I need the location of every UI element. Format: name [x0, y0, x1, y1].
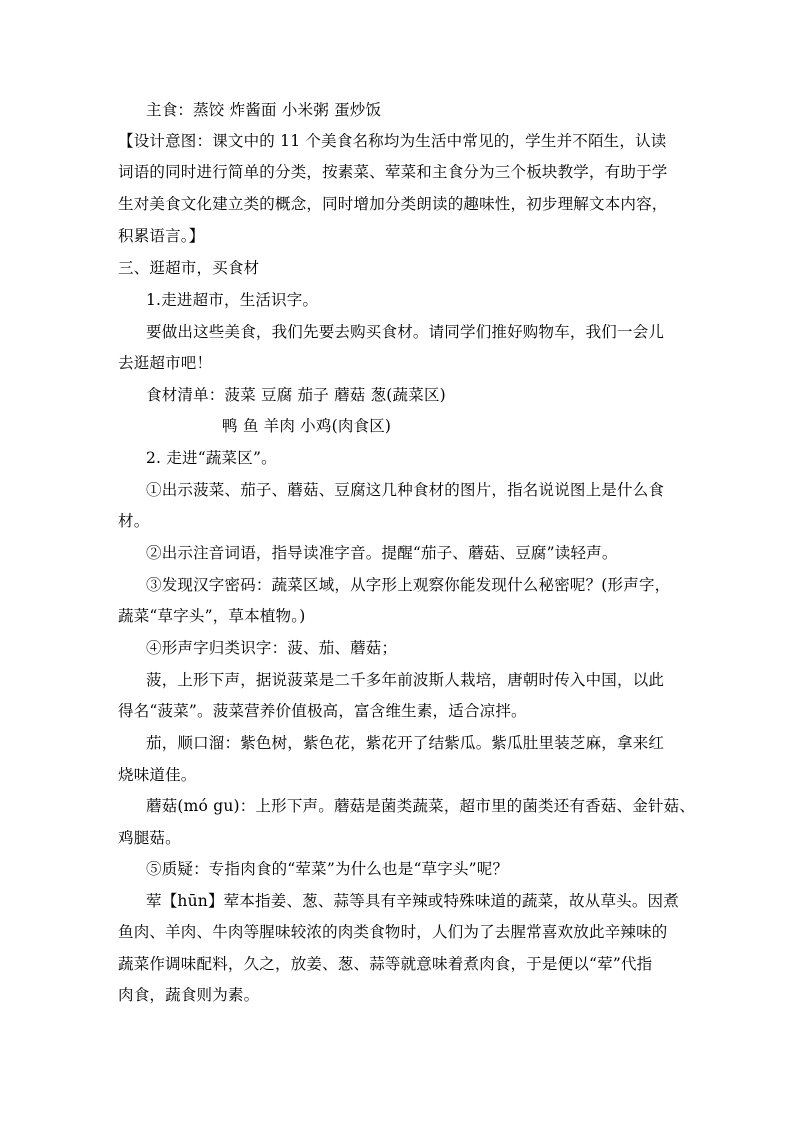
step-1-heading: 1.走进超市，生活识字。: [146, 291, 319, 309]
paragraph-line: 肉食，蔬食则为素。: [118, 986, 260, 1004]
paragraph-line: ④形声字归类识字：菠、茄、蘑菇；: [146, 639, 398, 657]
design-intent-line-2: 词语的同时进行简单的分类，按素菜、荤菜和主食分为三个板块教学，有助于学: [118, 163, 668, 181]
design-intent-line-4: 积累语言。】: [118, 227, 205, 245]
design-intent-line-1: 【设计意图：课文中的 11 个美食名称均为生活中常见的，学生并不陌生，认读: [118, 132, 667, 150]
paragraph-line: 材。: [118, 512, 150, 530]
paragraph-line: 蔬菜“草字头”，草本植物。): [118, 607, 306, 625]
paragraph-line: 荤【hūn】荤本指姜、葱、蒜等具有辛辣或特殊味道的蔬菜，故从草头。因煮: [146, 892, 679, 910]
paragraph-line: 蔬菜作调味配料，久之，放姜、葱、蒜等就意味着煮肉食，于是便以“荤”代指: [118, 955, 653, 973]
staple-food-line: 主食：蒸饺 炸酱面 小米粥 蛋炒饭: [146, 101, 382, 119]
paragraph-line: 菠，上形下声，据说菠菜是二千多年前波斯人栽培，唐朝时传入中国，以此: [146, 671, 665, 689]
paragraph-line: 去逛超市吧！: [118, 354, 213, 372]
paragraph-line: 要做出这些美食，我们先要去购买食材。请同学们推好购物车，我们一会儿: [146, 323, 665, 341]
ingredient-list-meat: 鸭 鱼 羊肉 小鸡(肉食区): [222, 417, 392, 435]
step-2-heading: 2. 走进“蔬菜区”。: [146, 449, 277, 467]
paragraph-line: ②出示注音词语，指导读准字音。提醒“茄子、蘑菇、豆腐”读轻声。: [146, 544, 618, 562]
design-intent-line-3: 生对美食文化建立类的概念，同时增加分类朗读的趣味性，初步理解文本内容，: [118, 195, 668, 213]
paragraph-line: ③发现汉字密码：蔬菜区域，从字形上观察你能发现什么秘密呢？(形声字，: [146, 576, 671, 594]
paragraph-line: 烧味道佳。: [118, 766, 197, 784]
paragraph-line: ①出示菠菜、茄子、蘑菇、豆腐这几种食材的图片，指名说说图上是什么食: [146, 481, 665, 499]
paragraph-line: 鱼肉、羊肉、牛肉等腥味较浓的肉类食物时，人们为了去腥常喜欢放此辛辣味的: [118, 923, 668, 941]
ingredient-list-vegetables: 食材清单：菠菜 豆腐 茄子 蘑菇 葱(蔬菜区): [146, 386, 446, 404]
paragraph-line: 蘑菇(mó gu)：上形下声。蘑菇是菌类蔬菜，超市里的菌类还有香菇、金针菇、: [146, 797, 696, 815]
paragraph-line: 茄，顺口溜：紫色树，紫色花，紫花开了结紫瓜。紫瓜肚里装芝麻，拿来红: [146, 734, 665, 752]
paragraph-line: ⑤质疑：专指肉食的“荤菜”为什么也是“草字头”呢？: [146, 860, 509, 878]
section-heading: 三、逛超市，买食材: [118, 259, 260, 277]
paragraph-line: 得名“菠菜”。菠菜营养价值极高，富含维生素，适合凉拌。: [118, 702, 527, 720]
paragraph-line: 鸡腿菇。: [118, 829, 181, 847]
